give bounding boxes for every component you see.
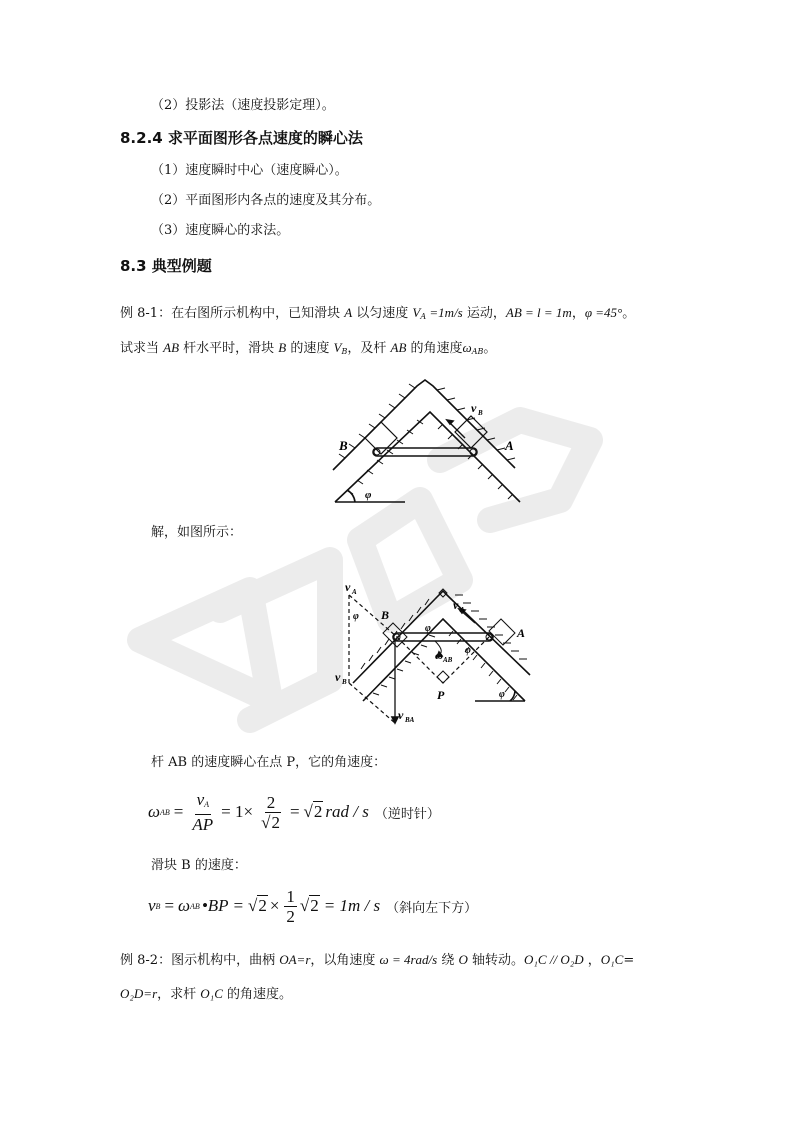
unit: rad / s (325, 802, 369, 821)
mechanism-figure-1 (325, 372, 535, 507)
value-r: =r (143, 986, 158, 1001)
radicand: 2 (258, 896, 267, 915)
list-item-instant-center: （1）速度瞬时中心（速度瞬心）。 (151, 163, 348, 178)
label-vb-sub: B (478, 409, 483, 417)
instant-center-statement: 杆 AB 的速度瞬心在点 P，它的角速度： (151, 755, 387, 770)
label-vba-sub: BA (405, 716, 415, 724)
label-va-right-sub: A (460, 606, 465, 614)
var-omega: ω (462, 340, 472, 355)
text: ， (571, 306, 585, 321)
text: 。 (622, 306, 636, 321)
var-o2d: O₂D (120, 986, 144, 1001)
value-omega: ω = 4rad/s (379, 952, 438, 967)
text: 的角速度 (406, 341, 463, 356)
label-va-left: v (345, 580, 351, 594)
text: 运动， (462, 306, 506, 321)
label-vb: v (471, 401, 477, 415)
var-vb: V (333, 340, 342, 355)
text: ，以角速度 (310, 953, 380, 968)
text: = (623, 953, 635, 968)
subscript: AB (190, 901, 200, 911)
text: 绕 (437, 953, 459, 968)
label-vba: v (398, 708, 404, 722)
slider-b-velocity-formula: v B = ω AB •BP = √2 × $\frac{1}{2}$ √2 = 1m / s （斜向左下方） (148, 886, 478, 926)
example-8-2-line-1 (120, 951, 634, 970)
equals: = (164, 896, 175, 915)
subscript: A (204, 800, 209, 809)
label-b: B (381, 608, 390, 622)
text: 以匀速度 (352, 306, 413, 321)
label-omega: ω (435, 650, 443, 662)
omega-symbol: ω (178, 896, 191, 915)
label-phi-left: φ (353, 611, 359, 622)
radicand: 2 (310, 896, 319, 915)
subscript: A (420, 312, 427, 321)
label-omega-sub: AB (443, 656, 453, 664)
equals: = (173, 802, 184, 821)
equals: = (289, 802, 300, 821)
label-vb: v (335, 670, 341, 684)
numerator: 2 (266, 792, 276, 812)
fraction-2-root2: $\frac{2}{√2}$ (261, 792, 280, 832)
fraction-va-ap (190, 790, 215, 834)
var-o1c: O₁C (200, 986, 223, 1001)
vb-symbol: v (148, 896, 156, 915)
times: × (269, 896, 280, 915)
numerator: 1 (286, 886, 295, 906)
subscript: AB (471, 347, 484, 356)
var-ab: AB (390, 340, 407, 355)
text: 试求当 (120, 341, 164, 356)
text: 的速度 (286, 341, 334, 356)
var-oa: OA (279, 952, 297, 967)
angular-velocity-formula: ω AB = $\frac{v_A}{AP}$ = 1× $\frac{2}{√2}$ = √2 rad / s （逆时针） (148, 790, 440, 834)
omega-symbol: ω (148, 802, 161, 821)
times-one: = 1× (221, 802, 254, 821)
dot-bp: •BP = (201, 896, 244, 915)
list-item-velocity-distribution: （2）平面图形内各点的速度及其分布。 (151, 193, 381, 208)
mechanism-figure-2 (325, 575, 550, 725)
direction-note: （斜向左下方） (386, 900, 478, 916)
subscript: B (341, 347, 348, 356)
label-a: A (517, 626, 526, 640)
var-o: O (458, 952, 468, 967)
text: 的角速度。 (222, 987, 293, 1002)
radicand: 2 (313, 802, 323, 821)
label-p: P (437, 688, 445, 702)
label-vb-sub: B (342, 678, 347, 686)
label-phi: φ (365, 489, 372, 501)
denominator: AP (192, 815, 214, 834)
example-8-2-line-2 (120, 985, 292, 1004)
text: 。 (483, 341, 497, 356)
text: 轴转动。 (467, 953, 525, 968)
text: 例 8-2：图示机构中，曲柄 (120, 953, 280, 968)
radicand: 2 (271, 812, 280, 832)
var-b: B (278, 340, 287, 355)
fraction-half (284, 887, 297, 926)
var-va: V (412, 305, 421, 320)
subscript: B (155, 901, 161, 911)
list-item-find-instant-center: （3）速度瞬心的求法。 (151, 223, 290, 238)
section-heading-8-3: 8.3 典型例题 (120, 257, 212, 275)
value-ab: AB = l = 1m (505, 305, 572, 320)
label-a: A (505, 438, 514, 453)
list-item-projection-method: （2）投影法（速度投影定理）。 (151, 98, 335, 113)
label-phi-base: φ (499, 689, 505, 700)
numerator: v (196, 790, 205, 809)
label-va-left-sub: A (352, 588, 357, 596)
text: 杆水平时，滑块 (179, 341, 279, 356)
solution-intro: 解，如图所示： (151, 525, 243, 540)
example-8-1-line-2 (120, 339, 496, 361)
var-ab: AB (163, 340, 180, 355)
value-r: =r (296, 952, 311, 967)
parallel-statement: O₁C // O₂D (524, 952, 584, 967)
denominator: 2 (286, 906, 295, 926)
text: ， (583, 953, 601, 968)
label-phi-top: φ (425, 623, 431, 634)
text: 例 8-1：在右图所示机构中，已知滑块 (120, 306, 345, 321)
text: ，及杆 (347, 341, 391, 356)
example-8-1-line-1 (120, 304, 635, 326)
result: = 1m / s (323, 896, 381, 915)
label-b: B (339, 438, 348, 453)
slider-b-velocity-label: 滑块 B 的速度： (151, 858, 247, 873)
section-heading-8-2-4: 8.2.4 求平面图形各点速度的瞬心法 (120, 129, 363, 147)
label-phi-right: φ (465, 645, 471, 656)
direction-note: （逆时针） (374, 806, 440, 822)
var-a: A (344, 305, 353, 320)
subscript: AB (160, 807, 170, 817)
var-o1c: O₁C (600, 952, 624, 967)
value-phi: φ =45° (584, 305, 623, 320)
label-va-right: v (453, 598, 459, 612)
text: ，求杆 (157, 987, 201, 1002)
value-va: =1m/s (426, 305, 463, 320)
